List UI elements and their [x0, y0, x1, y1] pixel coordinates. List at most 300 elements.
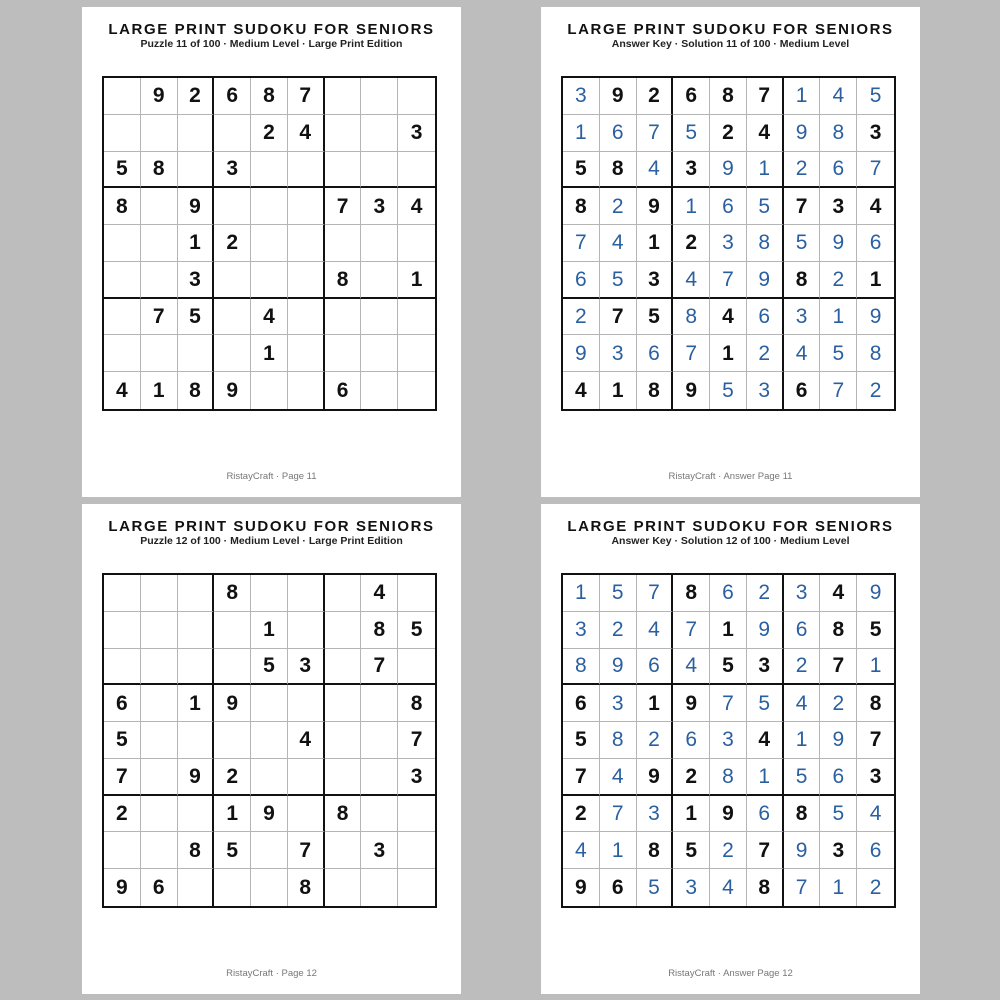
grid-cell: 5 [784, 225, 821, 262]
grid-cell [214, 612, 251, 649]
grid-cell: 7 [673, 335, 710, 372]
answer-grid [561, 76, 896, 411]
page-subtitle: Puzzle 11 of 100 · Medium Level · Large Print Edition [140, 38, 403, 50]
grid-cell: 7 [710, 685, 747, 722]
grid-cell: 9 [820, 722, 857, 759]
grid-cell: 1 [857, 262, 894, 299]
page-footer: RistayCraft · Answer Page 12 [668, 968, 793, 979]
grid-cell [398, 78, 435, 115]
grid-cell [361, 796, 398, 833]
grid-cell: 1 [673, 188, 710, 225]
grid-cell: 4 [288, 722, 325, 759]
grid-cell: 2 [563, 796, 600, 833]
grid-cell [141, 225, 178, 262]
grid-cell [251, 685, 288, 722]
grid-cell: 5 [214, 832, 251, 869]
grid-cell: 5 [784, 759, 821, 796]
grid-cell: 1 [251, 335, 288, 372]
grid-cell [251, 152, 288, 189]
grid-cell: 8 [141, 152, 178, 189]
grid-cell [141, 262, 178, 299]
grid-cell: 2 [178, 78, 215, 115]
grid-cell [178, 152, 215, 189]
grid-cell: 1 [563, 115, 600, 152]
grid-cell [104, 115, 141, 152]
grid-cell: 6 [563, 685, 600, 722]
grid-cell: 6 [820, 152, 857, 189]
grid-cell [214, 869, 251, 906]
grid-cell: 8 [600, 722, 637, 759]
grid-cell: 3 [600, 335, 637, 372]
grid-cell: 7 [747, 832, 784, 869]
grid-cell [104, 649, 141, 686]
grid-cell: 3 [600, 685, 637, 722]
grid-cell [288, 372, 325, 409]
grid-cell: 4 [637, 612, 674, 649]
grid-cell: 3 [637, 262, 674, 299]
grid-cell: 5 [710, 372, 747, 409]
grid-cell [398, 335, 435, 372]
grid-cell: 7 [784, 188, 821, 225]
grid-cell: 2 [214, 225, 251, 262]
grid-cell: 6 [747, 299, 784, 336]
grid-cell: 4 [673, 649, 710, 686]
answer-page-12 [541, 504, 920, 994]
grid-cell: 1 [637, 225, 674, 262]
grid-cell: 4 [637, 152, 674, 189]
grid-cell [141, 612, 178, 649]
grid-cell: 3 [857, 115, 894, 152]
grid-cell [104, 78, 141, 115]
grid-cell [361, 78, 398, 115]
grid-cell: 3 [563, 78, 600, 115]
grid-cell: 8 [637, 372, 674, 409]
grid-cell [104, 299, 141, 336]
grid-cell: 2 [747, 575, 784, 612]
grid-cell: 7 [820, 372, 857, 409]
grid-cell [325, 575, 362, 612]
grid-cell: 8 [563, 188, 600, 225]
grid-cell: 6 [637, 649, 674, 686]
grid-cell [178, 115, 215, 152]
grid-cell: 4 [104, 372, 141, 409]
grid-cell: 1 [673, 796, 710, 833]
grid-cell [361, 869, 398, 906]
grid-cell: 4 [361, 575, 398, 612]
grid-cell: 6 [857, 225, 894, 262]
grid-cell: 8 [637, 832, 674, 869]
grid-cell: 5 [673, 115, 710, 152]
grid-cell: 1 [710, 335, 747, 372]
grid-cell: 4 [784, 685, 821, 722]
grid-cell: 8 [361, 612, 398, 649]
grid-cell: 3 [673, 869, 710, 906]
grid-cell: 7 [104, 759, 141, 796]
grid-cell [361, 262, 398, 299]
grid-cell [251, 869, 288, 906]
grid-cell [104, 262, 141, 299]
page-title: LARGE PRINT SUDOKU FOR SENIORS [567, 21, 894, 38]
grid-cell: 2 [710, 115, 747, 152]
grid-cell: 2 [214, 759, 251, 796]
grid-cell: 4 [710, 869, 747, 906]
sudoku-grid [102, 573, 437, 908]
grid-cell [178, 796, 215, 833]
grid-cell: 1 [820, 299, 857, 336]
grid-cell: 3 [820, 832, 857, 869]
grid-cell: 2 [869, 876, 882, 900]
grid-cell [214, 299, 251, 336]
grid-cell: 6 [673, 78, 710, 115]
grid-cell [361, 115, 398, 152]
grid-cell: 4 [784, 335, 821, 372]
grid-cell [141, 759, 178, 796]
grid-cell: 9 [857, 575, 894, 612]
grid-cell: 9 [178, 188, 215, 225]
grid-cell: 9 [673, 372, 710, 409]
grid-cell: 1 [214, 796, 251, 833]
grid-cell: 5 [178, 299, 215, 336]
grid-cell: 3 [398, 115, 435, 152]
grid-cell: 8 [747, 869, 784, 906]
page-footer: RistayCraft · Page 11 [226, 471, 317, 482]
grid-cell: 7 [398, 722, 435, 759]
grid-cell: 9 [784, 115, 821, 152]
grid-cell: 2 [747, 335, 784, 372]
grid-cell: 3 [857, 759, 894, 796]
grid-cell: 5 [747, 685, 784, 722]
grid-cell: 9 [820, 225, 857, 262]
grid-cell: 3 [820, 188, 857, 225]
grid-cell [325, 612, 362, 649]
grid-cell: 9 [747, 262, 784, 299]
grid-cell [214, 722, 251, 759]
grid-cell: 6 [857, 832, 894, 869]
grid-cell: 6 [637, 335, 674, 372]
grid-cell: 7 [600, 796, 637, 833]
grid-cell: 6 [214, 78, 251, 115]
grid-cell: 3 [673, 152, 710, 189]
grid-cell: 6 [784, 372, 821, 409]
answer-grid [561, 573, 896, 908]
grid-cell: 2 [563, 299, 600, 336]
grid-cell: 6 [710, 575, 747, 612]
grid-cell: 5 [857, 78, 894, 115]
page-footer: RistayCraft · Answer Page 11 [668, 471, 793, 482]
grid-cell: 3 [178, 262, 215, 299]
grid-cell: 4 [600, 225, 637, 262]
grid-cell: 7 [673, 612, 710, 649]
grid-cell: 6 [820, 759, 857, 796]
grid-cell: 1 [784, 78, 821, 115]
grid-cell: 4 [710, 299, 747, 336]
grid-cell [288, 335, 325, 372]
grid-cell [178, 575, 215, 612]
grid-cell [398, 299, 435, 336]
grid-cell: 8 [600, 152, 637, 189]
grid-cell: 2 [869, 379, 882, 403]
grid-cell [288, 612, 325, 649]
grid-cell: 2 [710, 832, 747, 869]
grid-cell [141, 575, 178, 612]
grid-cell [251, 262, 288, 299]
grid-cell: 3 [361, 832, 398, 869]
grid-cell [141, 335, 178, 372]
grid-cell: 8 [288, 869, 325, 906]
grid-cell: 9 [637, 188, 674, 225]
grid-cell: 9 [673, 685, 710, 722]
page-subtitle: Answer Key · Solution 12 of 100 · Medium Level [611, 535, 850, 547]
grid-cell [288, 188, 325, 225]
grid-cell: 7 [710, 262, 747, 299]
grid-cell: 8 [673, 299, 710, 336]
grid-cell: 2 [600, 612, 637, 649]
grid-cell: 2 [637, 78, 674, 115]
grid-cell: 9 [857, 299, 894, 336]
grid-cell: 9 [563, 335, 600, 372]
grid-cell: 9 [747, 612, 784, 649]
grid-cell: 5 [637, 869, 674, 906]
grid-cell: 6 [747, 796, 784, 833]
grid-cell: 2 [784, 649, 821, 686]
grid-cell [325, 115, 362, 152]
grid-cell: 1 [178, 685, 215, 722]
grid-cell: 8 [325, 262, 362, 299]
grid-cell [325, 869, 362, 906]
grid-cell: 1 [600, 372, 637, 409]
grid-cell: 4 [747, 115, 784, 152]
grid-cell: 5 [820, 335, 857, 372]
grid-cell: 3 [710, 722, 747, 759]
grid-cell: 4 [820, 575, 857, 612]
grid-cell: 8 [710, 78, 747, 115]
grid-cell: 4 [820, 78, 857, 115]
grid-cell: 9 [104, 869, 141, 906]
grid-cell: 8 [710, 759, 747, 796]
grid-cell [288, 299, 325, 336]
grid-cell [361, 722, 398, 759]
grid-cell: 1 [710, 612, 747, 649]
grid-cell: 7 [361, 649, 398, 686]
grid-cell [214, 335, 251, 372]
grid-cell [178, 335, 215, 372]
grid-cell: 1 [747, 152, 784, 189]
grid-cell: 9 [141, 78, 178, 115]
grid-cell [325, 649, 362, 686]
grid-cell [141, 115, 178, 152]
grid-cell: 1 [600, 832, 637, 869]
grid-cell [288, 796, 325, 833]
grid-cell: 6 [563, 262, 600, 299]
grid-cell: 9 [214, 372, 251, 409]
grid-cell [251, 759, 288, 796]
grid-cell [141, 188, 178, 225]
grid-cell [398, 372, 435, 409]
grid-cell [141, 685, 178, 722]
grid-cell: 5 [600, 262, 637, 299]
grid-cell: 3 [747, 372, 784, 409]
grid-cell [104, 575, 141, 612]
grid-cell: 8 [673, 575, 710, 612]
grid-cell: 7 [857, 722, 894, 759]
grid-cell [288, 152, 325, 189]
grid-cell: 3 [637, 796, 674, 833]
grid-cell [288, 759, 325, 796]
grid-cell: 1 [747, 759, 784, 796]
grid-cell: 7 [563, 759, 600, 796]
grid-cell [361, 685, 398, 722]
grid-cell [141, 832, 178, 869]
grid-cell: 8 [857, 335, 894, 372]
grid-cell [361, 152, 398, 189]
puzzle-page-12 [82, 504, 461, 994]
grid-cell [325, 685, 362, 722]
grid-cell: 2 [251, 115, 288, 152]
grid-cell: 9 [214, 685, 251, 722]
grid-cell [251, 225, 288, 262]
grid-cell: 3 [361, 188, 398, 225]
grid-cell [288, 225, 325, 262]
grid-cell: 4 [288, 115, 325, 152]
grid-cell: 5 [251, 649, 288, 686]
grid-cell: 9 [637, 759, 674, 796]
grid-cell [325, 832, 362, 869]
grid-cell: 1 [857, 649, 894, 686]
grid-cell: 6 [104, 685, 141, 722]
grid-cell [104, 225, 141, 262]
grid-cell: 5 [673, 832, 710, 869]
grid-cell [214, 115, 251, 152]
grid-cell [251, 575, 288, 612]
grid-cell: 2 [637, 722, 674, 759]
grid-cell [325, 335, 362, 372]
grid-cell: 8 [178, 832, 215, 869]
page-subtitle: Puzzle 12 of 100 · Medium Level · Large Print Edition [140, 535, 403, 547]
grid-cell [251, 372, 288, 409]
grid-cell [104, 335, 141, 372]
grid-cell: 1 [141, 372, 178, 409]
grid-cell: 5 [747, 188, 784, 225]
grid-cell: 8 [104, 188, 141, 225]
grid-cell [288, 262, 325, 299]
grid-cell: 8 [178, 372, 215, 409]
grid-cell: 9 [563, 869, 600, 906]
grid-cell: 6 [600, 115, 637, 152]
grid-cell [214, 188, 251, 225]
grid-cell: 1 [637, 685, 674, 722]
page-subtitle: Answer Key · Solution 11 of 100 · Medium Level [611, 38, 850, 50]
grid-cell: 5 [104, 152, 141, 189]
grid-cell [214, 649, 251, 686]
grid-cell [288, 575, 325, 612]
grid-cell: 3 [710, 225, 747, 262]
grid-cell: 2 [820, 262, 857, 299]
grid-cell [398, 796, 435, 833]
grid-cell: 3 [747, 649, 784, 686]
grid-cell: 4 [600, 759, 637, 796]
grid-cell [251, 832, 288, 869]
grid-cell [178, 649, 215, 686]
grid-cell: 8 [563, 649, 600, 686]
grid-cell: 7 [857, 152, 894, 189]
grid-cell: 5 [104, 722, 141, 759]
grid-cell [398, 649, 435, 686]
grid-cell [251, 722, 288, 759]
grid-cell: 7 [747, 78, 784, 115]
grid-cell: 1 [563, 575, 600, 612]
grid-cell [398, 832, 435, 869]
grid-cell [398, 225, 435, 262]
grid-cell: 7 [820, 649, 857, 686]
grid-cell: 6 [710, 188, 747, 225]
puzzle-page-11 [82, 7, 461, 497]
grid-cell [361, 225, 398, 262]
grid-cell: 4 [563, 372, 600, 409]
grid-cell: 2 [673, 225, 710, 262]
grid-cell: 6 [141, 869, 178, 906]
grid-cell: 7 [637, 115, 674, 152]
grid-cell: 6 [784, 612, 821, 649]
grid-cell: 4 [857, 796, 894, 833]
grid-cell: 1 [398, 262, 435, 299]
grid-cell: 3 [784, 575, 821, 612]
grid-cell: 9 [178, 759, 215, 796]
grid-cell [325, 78, 362, 115]
grid-cell: 4 [398, 188, 435, 225]
grid-cell: 2 [784, 152, 821, 189]
grid-cell: 9 [784, 832, 821, 869]
grid-cell: 8 [784, 262, 821, 299]
grid-cell: 5 [637, 299, 674, 336]
grid-cell: 7 [141, 299, 178, 336]
grid-cell: 4 [857, 188, 894, 225]
grid-cell [141, 796, 178, 833]
grid-cell [251, 188, 288, 225]
grid-cell [141, 649, 178, 686]
grid-cell [361, 759, 398, 796]
grid-cell [104, 832, 141, 869]
grid-cell: 7 [288, 832, 325, 869]
grid-cell [325, 299, 362, 336]
grid-cell: 8 [784, 796, 821, 833]
grid-cell: 3 [214, 152, 251, 189]
grid-cell: 1 [251, 612, 288, 649]
grid-cell [361, 372, 398, 409]
grid-cell [398, 869, 435, 906]
grid-cell: 1 [820, 869, 857, 906]
grid-cell: 9 [710, 796, 747, 833]
grid-cell: 9 [251, 796, 288, 833]
grid-cell [361, 335, 398, 372]
grid-cell: 9 [710, 152, 747, 189]
grid-cell: 2 [104, 796, 141, 833]
grid-cell: 6 [325, 372, 362, 409]
page-title: LARGE PRINT SUDOKU FOR SENIORS [567, 518, 894, 535]
grid-cell: 5 [820, 796, 857, 833]
grid-cell [398, 152, 435, 189]
grid-cell: 3 [563, 612, 600, 649]
grid-cell: 5 [710, 649, 747, 686]
grid-cell: 5 [857, 612, 894, 649]
page-title: LARGE PRINT SUDOKU FOR SENIORS [108, 21, 435, 38]
grid-cell: 6 [673, 722, 710, 759]
grid-cell [178, 869, 215, 906]
grid-cell [178, 722, 215, 759]
grid-cell: 8 [857, 685, 894, 722]
grid-cell: 4 [563, 832, 600, 869]
grid-cell [325, 759, 362, 796]
grid-cell: 7 [784, 869, 821, 906]
